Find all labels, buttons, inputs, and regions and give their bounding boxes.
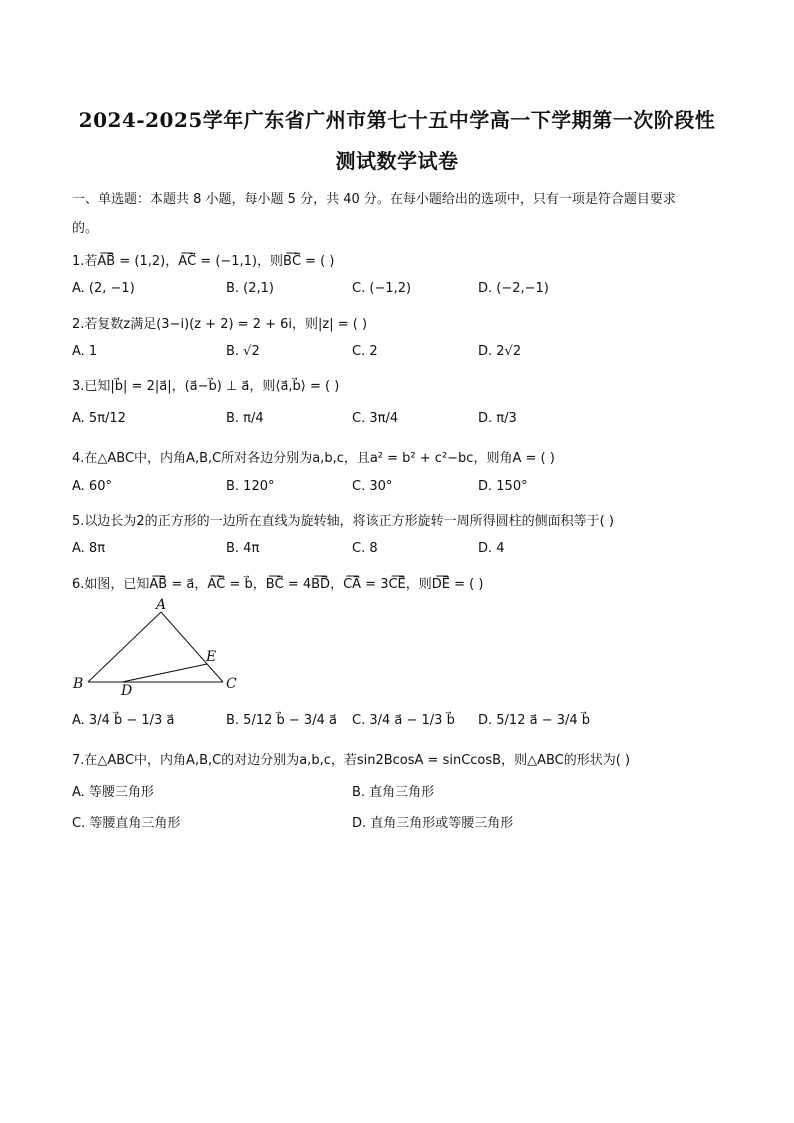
- question-4-option-b: B. 120°: [226, 479, 275, 494]
- question-3-option-a: A. 5π/12: [72, 411, 126, 426]
- question-5-stem: 5.以边长为2的正方形的一边所在直线为旋转轴，将该正方形旋转一周所得圆柱的侧面积等于( ): [72, 514, 614, 529]
- triangle-diagram: [70, 596, 250, 696]
- exam-title-line1: 2024-2025学年广东省广州市第七十五中学高一下学期第一次阶段性: [78, 108, 716, 132]
- question-7-option-b: B. 直角三角形: [352, 785, 435, 800]
- question-7-option-c: C. 等腰直角三角形: [72, 816, 181, 831]
- question-7-stem: 7.在△ABC中，内角A,B,C的对边分别为a,b,c，若sin2BcosA = sinCcosB，则△ABC的形状为( ): [72, 753, 631, 768]
- question-6-option-c: C. 3/4 a⃗ − 1/3 b⃗: [352, 713, 455, 728]
- question-2-option-a: A. 1: [72, 344, 98, 359]
- question-7-option-d: D. 直角三角形或等腰三角形: [352, 816, 514, 831]
- question-7-option-a: A. 等腰三角形: [72, 785, 154, 800]
- question-4-stem: 4.在△ABC中，内角A,B,C所对各边分别为a,b,c，且a² = b² + c²−bc，则角A = ( ): [72, 451, 555, 466]
- question-1-option-d: D. (−2,−1): [478, 281, 549, 296]
- segment-de: [122, 664, 207, 682]
- edge-ab: [88, 612, 161, 682]
- question-1-stem: 1.若A͞B⃗ = (1,2)，A͞C⃗ = (−1,1)，则B͞C⃗ = ( ): [72, 254, 335, 269]
- section-heading-line2: 的。: [72, 221, 99, 236]
- question-5-option-c: C. 8: [352, 541, 378, 556]
- question-2-option-b: B. √2: [226, 344, 260, 359]
- question-1-option-c: C. (−1,2): [352, 281, 412, 296]
- exam-title-line2: 测试数学试卷: [335, 149, 459, 173]
- question-2-option-d: D. 2√2: [478, 344, 522, 359]
- question-6-option-b: B. 5/12 b⃗ − 3/4 a⃗: [226, 713, 337, 728]
- question-3-option-d: D. π/3: [478, 411, 517, 426]
- question-6-stem: 6.如图，已知A͞B⃗ = a⃗，A͞C⃗ = b⃗，B͞C⃗ = 4B͞D⃗，C͞A⃗ = 3C͞E⃗，则D͞E⃗ = ( ): [72, 577, 484, 592]
- question-3-stem: 3.已知|b⃗| = 2|a⃗|，(a⃗−b⃗) ⊥ a⃗，则⟨a⃗,b⃗⟩ = ( ): [72, 379, 340, 394]
- point-label-d: D: [121, 683, 133, 696]
- question-2-stem: 2.若复数z满足(3−i)(z + 2) = 2 + 6i，则|z| = ( ): [72, 317, 368, 332]
- question-4-option-c: C. 30°: [352, 479, 393, 494]
- question-1-option-b: B. (2,1): [226, 281, 275, 296]
- question-5-option-d: D. 4: [478, 541, 505, 556]
- question-6-option-a: A. 3/4 b⃗ − 1/3 a⃗: [72, 713, 175, 728]
- question-4-option-a: A. 60°: [72, 479, 112, 494]
- question-6-option-d: D. 5/12 a⃗ − 3/4 b⃗: [478, 713, 591, 728]
- triangle-figure: [70, 596, 250, 700]
- question-4-option-d: D. 150°: [478, 479, 528, 494]
- point-label-e: E: [206, 649, 217, 665]
- question-3-option-c: C. 3π/4: [352, 411, 399, 426]
- question-5-option-b: B. 4π: [226, 541, 260, 556]
- vertex-label-a: A: [156, 597, 167, 613]
- vertex-label-c: C: [226, 676, 237, 692]
- question-5-option-a: A. 8π: [72, 541, 106, 556]
- question-2-option-c: C. 2: [352, 344, 378, 359]
- question-1-option-a: A. (2, −1): [72, 281, 135, 296]
- question-3-option-b: B. π/4: [226, 411, 264, 426]
- section-heading-line1: 一、单选题：本题共 8 小题，每小题 5 分，共 40 分。在每小题给出的选项中，只有一项是符合题目要求: [72, 192, 676, 207]
- vertex-label-b: B: [73, 676, 84, 692]
